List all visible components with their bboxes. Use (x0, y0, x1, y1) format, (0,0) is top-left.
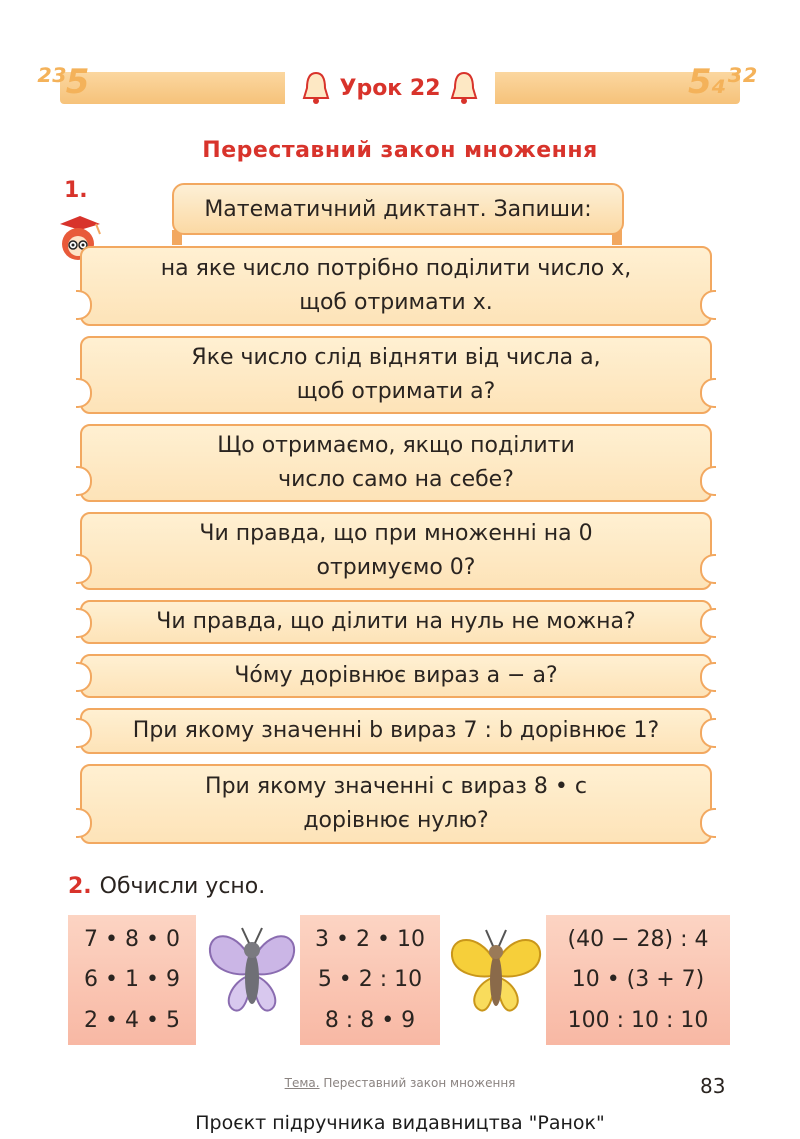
bell-icon (449, 70, 479, 106)
header-deco-left: ²³5 (36, 62, 90, 102)
dictation-item-line1: Що отримаємо, якщо поділити (217, 433, 575, 458)
expression-panel-1 (68, 915, 196, 1045)
lesson-title (290, 68, 490, 108)
expression-panel-2 (300, 915, 440, 1045)
footer-theme (0, 1076, 800, 1090)
footer-theme-text: Переставний закон множення (323, 1076, 516, 1090)
expression: 2 • 4 • 5 (84, 1008, 180, 1034)
dictation-item-line2: дорівнює нулю? (303, 808, 489, 833)
expression: (40 − 28) : 4 (567, 926, 709, 952)
expression-panel-3 (546, 915, 730, 1045)
dictation-item-line2: число само на себе? (278, 467, 514, 492)
dictation-item-line1: Яке число слід відняти від числа a, (191, 345, 601, 370)
dictation-item-line1: Чо́му дорівнює вираз a − a? (234, 663, 558, 688)
expression: 3 • 2 • 10 (315, 926, 425, 952)
dictation-item (80, 246, 712, 326)
page-number: 83 (700, 1074, 726, 1098)
page-title: Переставний закон множення (202, 138, 598, 163)
dictation-item (80, 654, 712, 698)
dictation-item-line2: щоб отримати a? (296, 379, 496, 404)
task-1-number: 1. (64, 178, 88, 203)
dictation-item-line1: Чи правда, що при множенні на 0 (199, 521, 593, 546)
task-2-text: Обчисли усно. (99, 874, 266, 899)
dictation-item (80, 424, 712, 502)
publisher-note: Проєкт підручника видавництва "Ранок" (195, 1112, 605, 1134)
task-2-number: 2. (68, 874, 92, 899)
butterfly-yellow-icon (446, 918, 546, 1028)
dictation-item-line1: При якому значенні b вираз 7 : b дорівнює 1? (132, 718, 660, 743)
footer-theme-label: Тема. (284, 1076, 320, 1090)
expression: 8 : 8 • 9 (324, 1008, 416, 1034)
dictation-item (80, 600, 712, 644)
dictation-item-line2: отримуємо 0? (316, 555, 476, 580)
expression: 10 • (3 + 7) (571, 967, 705, 993)
header-deco-right: 5₄³² (688, 62, 757, 102)
expression: 6 • 1 • 9 (84, 967, 180, 993)
dictation-heading: Математичний диктант. Запиши: (172, 183, 624, 235)
bell-icon (301, 70, 331, 106)
lesson-number: Урок 22 (339, 75, 441, 101)
dictation-item-line1: При якому значенні c вираз 8 • c (205, 774, 587, 799)
expression: 100 : 10 : 10 (567, 1008, 709, 1034)
expression: 5 • 2 : 10 (317, 967, 423, 993)
dictation-item (80, 764, 712, 844)
task-2-header (68, 874, 265, 899)
dictation-item (80, 336, 712, 414)
dictation-item-line1: на яке число потрібно поділити число x, (160, 256, 632, 281)
butterfly-purple-icon (204, 918, 300, 1028)
dictation-item-line2: щоб отримати x. (299, 290, 493, 315)
dictation-item (80, 708, 712, 754)
expression: 7 • 8 • 0 (84, 926, 180, 952)
dictation-item (80, 512, 712, 590)
dictation-item-line1: Чи правда, що ділити на нуль не можна? (156, 609, 636, 634)
